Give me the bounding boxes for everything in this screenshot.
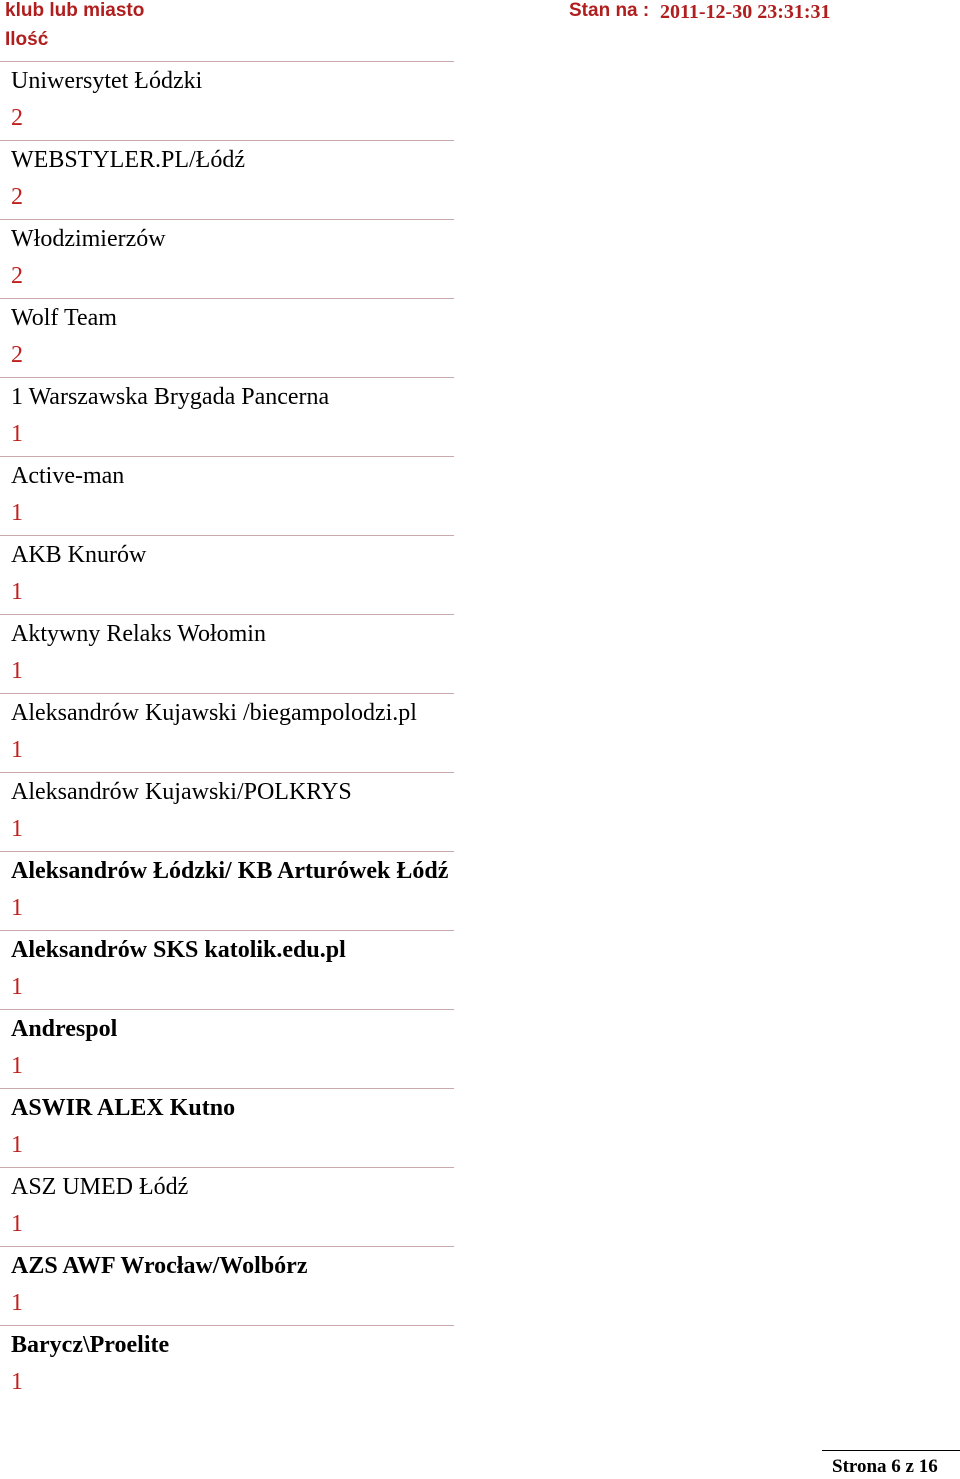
club-count: 1: [11, 974, 23, 1000]
row-divider: [0, 298, 454, 299]
entry-list: [0, 61, 960, 1404]
list-item: [0, 535, 960, 614]
club-count: 1: [11, 1369, 23, 1395]
row-divider: [0, 614, 454, 615]
row-divider: [0, 456, 454, 457]
club-name: AKB Knurów: [11, 542, 147, 568]
list-item: [0, 930, 960, 1009]
club-count: 1: [11, 500, 23, 526]
row-divider: [0, 377, 454, 378]
club-name: Aleksandrów Kujawski /biegampolodzi.pl: [11, 700, 417, 726]
column-header-quantity: Ilość: [5, 29, 49, 50]
row-divider: [0, 140, 454, 141]
row-divider: [0, 1167, 454, 1168]
list-item: [0, 1246, 960, 1325]
club-count: 2: [11, 342, 23, 368]
club-count: 2: [11, 263, 23, 289]
club-count: 2: [11, 105, 23, 131]
list-item: [0, 1009, 960, 1088]
club-name: ASZ UMED Łódź: [11, 1174, 189, 1200]
club-name: AZS AWF Wrocław/Wolbórz: [11, 1253, 308, 1279]
club-name: Active-man: [11, 463, 125, 489]
club-count: 1: [11, 579, 23, 605]
row-divider: [0, 772, 454, 773]
club-name: 1 Warszawska Brygada Pancerna: [11, 384, 330, 410]
club-count: 1: [11, 816, 23, 842]
footer-divider: [822, 1450, 960, 1451]
list-item: [0, 614, 960, 693]
list-item: [0, 1088, 960, 1167]
list-item: [0, 298, 960, 377]
list-item: [0, 772, 960, 851]
club-name: ASWIR ALEX Kutno: [11, 1095, 236, 1121]
list-item: [0, 693, 960, 772]
list-item: [0, 456, 960, 535]
list-item: [0, 219, 960, 298]
club-count: 1: [11, 737, 23, 763]
club-count: 1: [11, 1132, 23, 1158]
club-name: Andrespol: [11, 1016, 118, 1042]
row-divider: [0, 1246, 454, 1247]
club-name: Aleksandrów SKS katolik.edu.pl: [11, 937, 346, 963]
club-count: 1: [11, 1290, 23, 1316]
status-datetime: 2011-12-30 23:31:31: [660, 1, 831, 23]
row-divider: [0, 851, 454, 852]
column-header-club: klub lub miasto: [5, 0, 145, 21]
row-divider: [0, 535, 454, 536]
list-item: [0, 140, 960, 219]
club-name: Włodzimierzów: [11, 226, 166, 252]
club-name: Barycz\Proelite: [11, 1332, 170, 1358]
club-name: Aleksandrów Kujawski/POLKRYS: [11, 779, 352, 805]
list-item: [0, 61, 960, 140]
row-divider: [0, 930, 454, 931]
list-item: [0, 1167, 960, 1246]
row-divider: [0, 219, 454, 220]
page-number: Strona 6 z 16: [832, 1456, 938, 1477]
list-item: [0, 1325, 960, 1404]
status-label: Stan na :: [569, 0, 650, 21]
list-item: [0, 851, 960, 930]
club-count: 2: [11, 184, 23, 210]
row-divider: [0, 693, 454, 694]
club-count: 1: [11, 421, 23, 447]
row-divider: [0, 1088, 454, 1089]
club-name: Uniwersytet Łódzki: [11, 68, 203, 94]
club-name: Wolf Team: [11, 305, 117, 331]
row-divider: [0, 1325, 454, 1326]
club-name: Aleksandrów Łódzki/ KB Arturówek Łódź: [11, 858, 449, 884]
club-count: 1: [11, 1211, 23, 1237]
club-count: 1: [11, 895, 23, 921]
club-count: 1: [11, 658, 23, 684]
list-item: [0, 377, 960, 456]
row-divider: [0, 1009, 454, 1010]
row-divider: [0, 61, 454, 62]
club-name: WEBSTYLER.PL/Łódź: [11, 147, 245, 173]
club-count: 1: [11, 1053, 23, 1079]
club-name: Aktywny Relaks Wołomin: [11, 621, 266, 647]
